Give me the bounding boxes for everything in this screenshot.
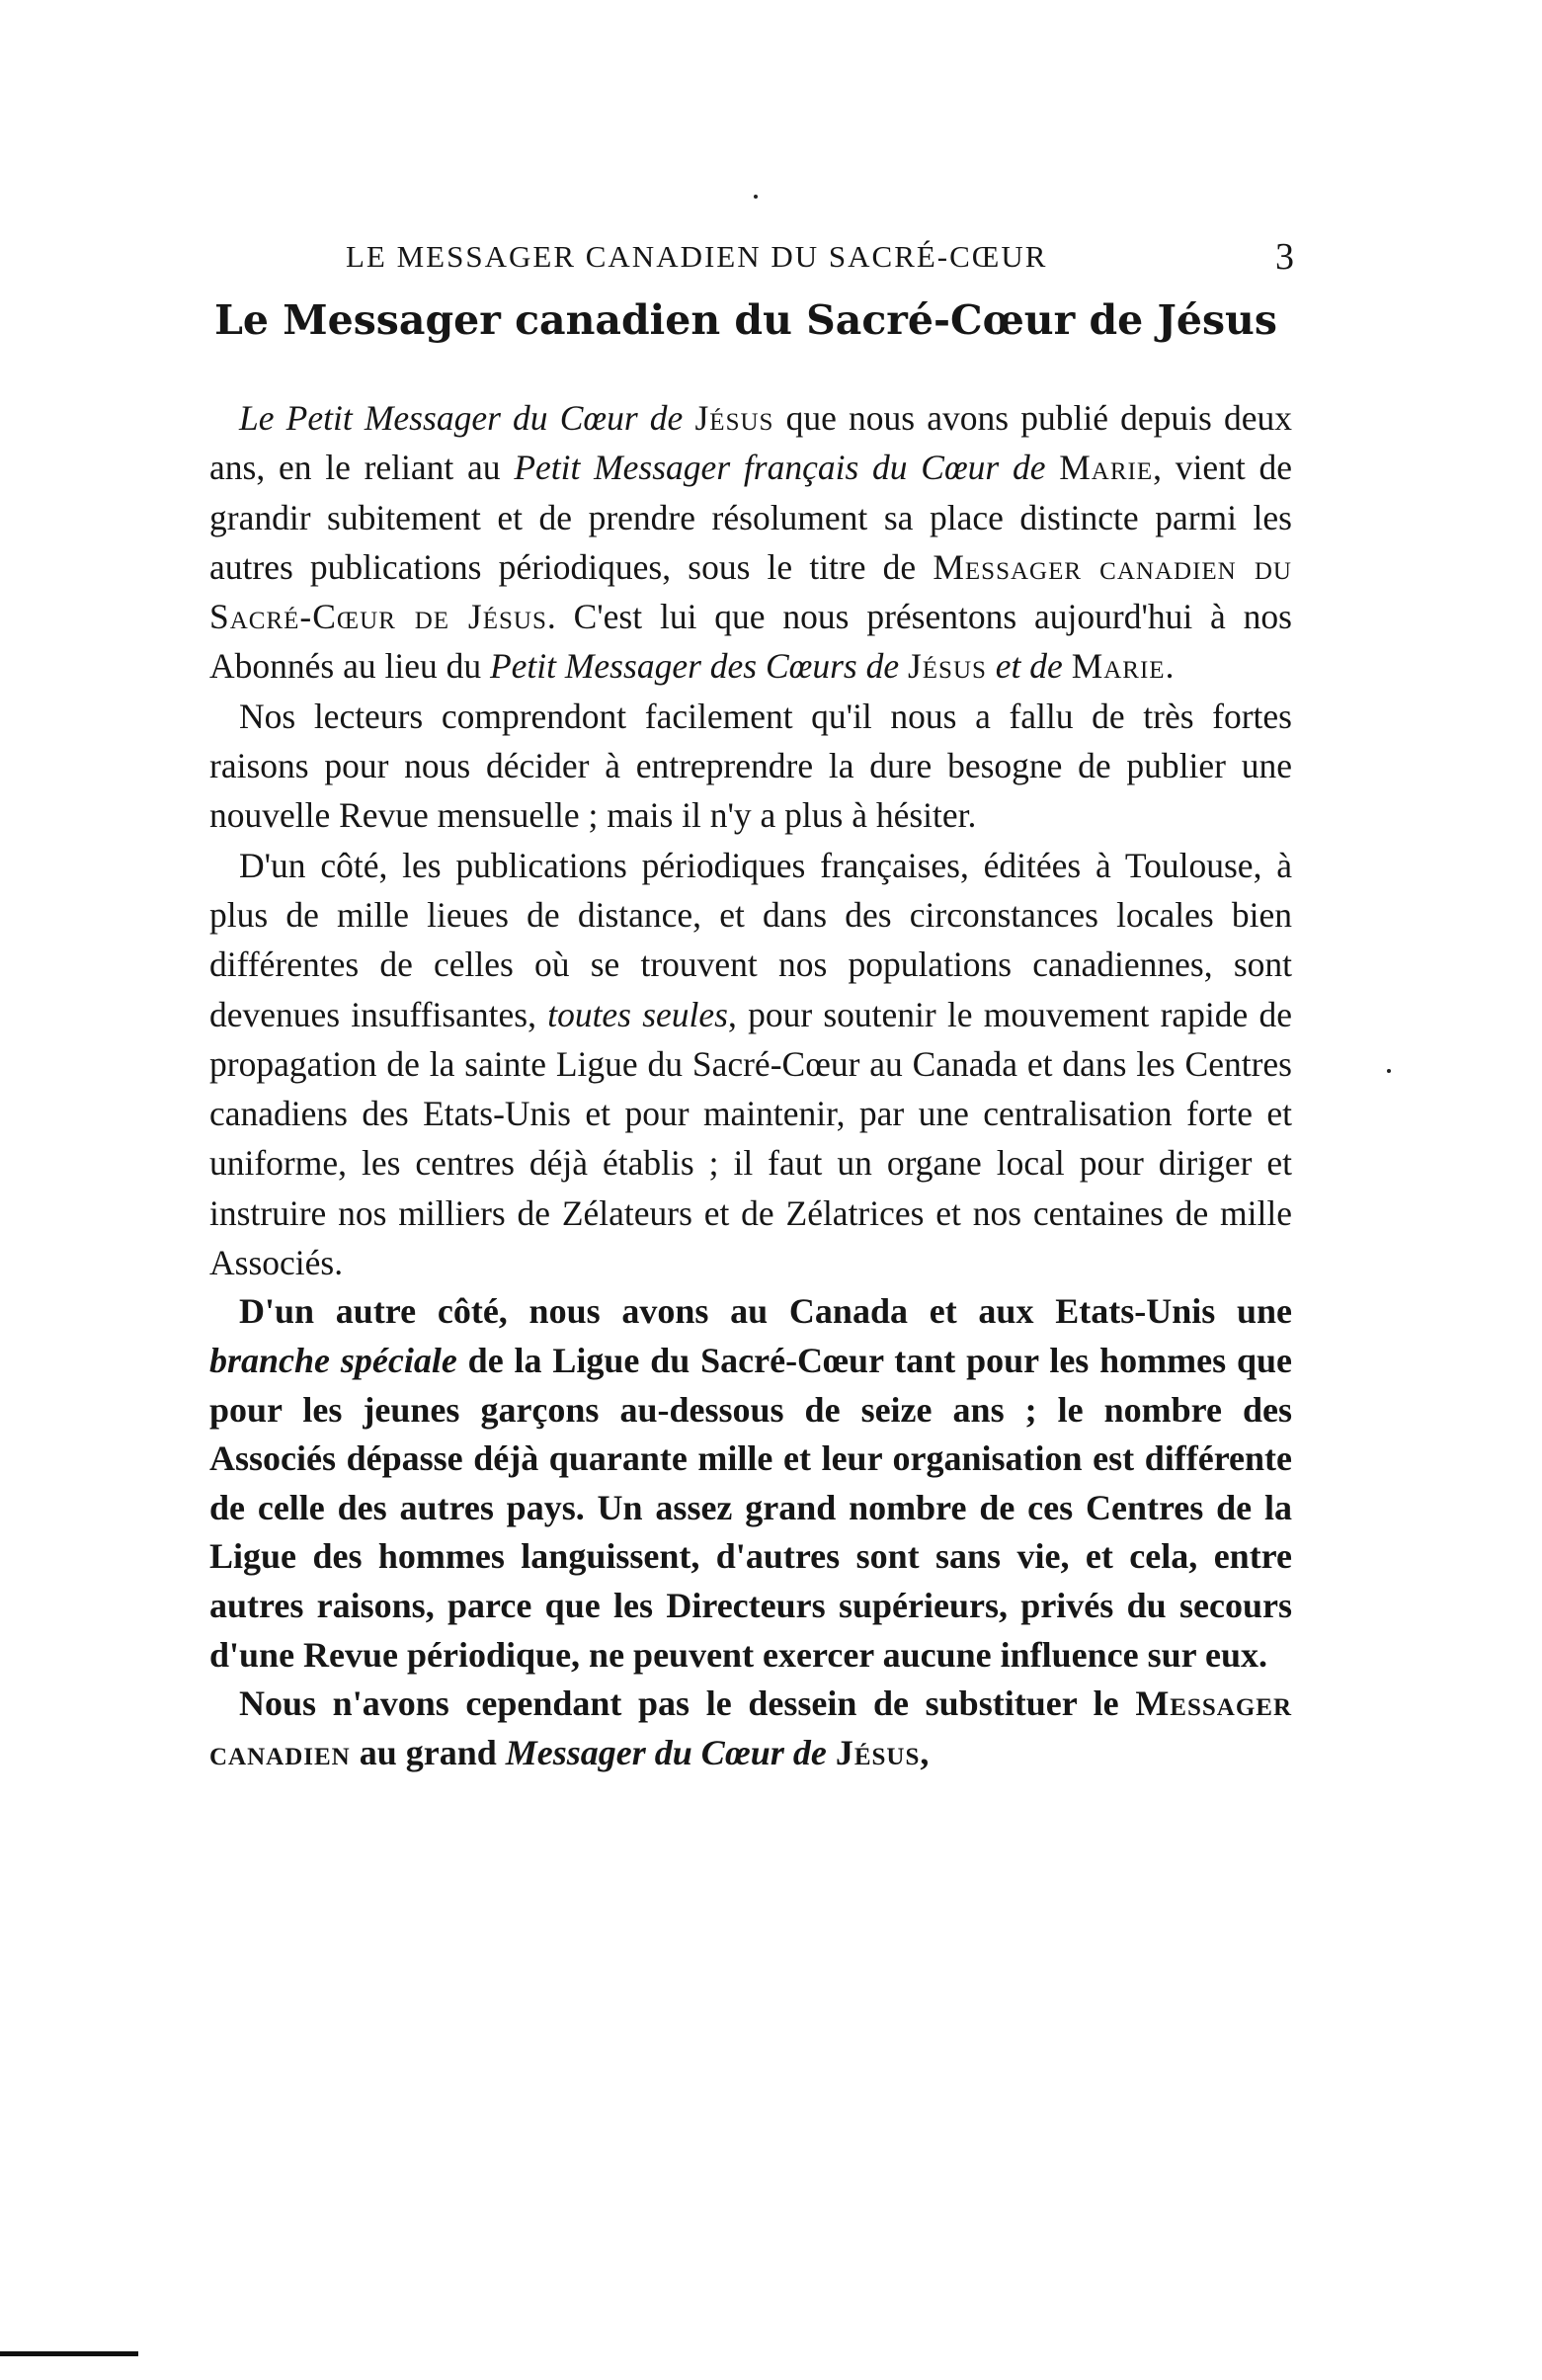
running-head-title: LE MESSAGER CANADIEN DU SACRÉ-CŒUR <box>346 239 1048 274</box>
italic-text: et de <box>995 646 1063 687</box>
text-run: . C'est lui que nous présentons aujourd'hui à nos Abonnés au lieu du <box>209 597 1292 687</box>
small-caps-text: Marie <box>1059 448 1154 488</box>
small-caps-text: Messager canadien du Sacré-Cœur de Jésus <box>209 546 1292 637</box>
article-title: Le Messager canadien du Sacré-Cœur de Jésus <box>214 296 1277 344</box>
small-caps-text: Jésus <box>694 398 774 438</box>
ink-speck <box>754 195 758 199</box>
italic-text: Petit Messager des Cœurs de <box>489 646 900 687</box>
paragraph-4 <box>209 1287 1292 1680</box>
text-run: D'un côté, les publications périodiques françaises, éditées à Toulouse, à plus de mille lieues de distance, et dans des circonstances locales bien différentes de celles où se trouvent nos populations canadiennes, sont devenues insuffisantes, <box>209 845 1292 1034</box>
italic-text: toutes seules <box>547 994 728 1034</box>
small-caps-text: Messager canadien <box>209 1683 1293 1772</box>
text-run: de la Ligue du Sacré-Cœur tant pour les hommes que pour les jeunes garçons au-dessous de seize ans ; le nombre des Associés dépasse déjà quarante mille et leur organisation est différente de celle des autres pays. Un assez grand nombre de ces Centres de la Ligue des hommes languissent, d'autres sont sans vie, et cela, entre autres raisons, parce que les Directeurs supérieurs, privés du secours d'une Revue périodique, ne peuvent exercer aucune influence sur eux. <box>209 1340 1293 1675</box>
text-run: au grand <box>359 1732 497 1772</box>
text-run: . <box>1165 646 1175 687</box>
small-caps-text: Jésus <box>907 646 987 687</box>
italic-text: Petit Messager français du Cœur de <box>514 448 1046 488</box>
text-run: , vient de grandir subitement et de prendre résolument sa place distincte parmi les autres publications périodiques, sous le titre de <box>209 448 1293 587</box>
italic-text: Messager du Cœur de <box>505 1732 827 1772</box>
italic-text: Le Petit Messager du Cœur de <box>239 398 684 438</box>
text-run: Nous n'avons cependant pas le dessein de substituer le <box>239 1683 1119 1724</box>
page-number: 3 <box>1275 236 1294 278</box>
running-head <box>198 225 1294 285</box>
paragraph-3 <box>209 841 1292 1288</box>
paragraph-5 <box>209 1680 1292 1777</box>
text-run: D'un autre côté, nous avons au Canada et aux Etats-Unis une <box>239 1291 1292 1332</box>
text-run: , pour soutenir le mouvement rapide de propagation de la sainte Ligue du Sacré-Cœur au Canada et dans les Centres canadiens des Etats-Unis et pour maintenir, par une centralisation forte et uniforme, les centres déjà établis ; il faut un organe local pour diriger et instruire nos milliers de Zélateurs et de Zélatrices et nos centaines de mille Associés. <box>209 994 1293 1283</box>
small-caps-text: Marie <box>1071 646 1166 687</box>
ink-speck <box>1387 1069 1391 1073</box>
text-run: , <box>920 1732 930 1772</box>
article-body <box>209 393 1292 1777</box>
page-edge-mark <box>0 2351 138 2356</box>
text-run: que nous avons publié depuis deux ans, en le reliant au <box>209 398 1292 488</box>
paragraph-2: Nos lecteurs comprendont facilement qu'il nous a fallu de très fortes raisons pour nous décider à entreprendre la dure besogne de publier une nouvelle Revue mensuelle ; mais il n'y a plus à hésiter. <box>209 696 1292 836</box>
paragraph-1 <box>209 393 1292 692</box>
small-caps-text: Jésus <box>835 1732 921 1772</box>
italic-text: branche spéciale <box>209 1340 457 1380</box>
